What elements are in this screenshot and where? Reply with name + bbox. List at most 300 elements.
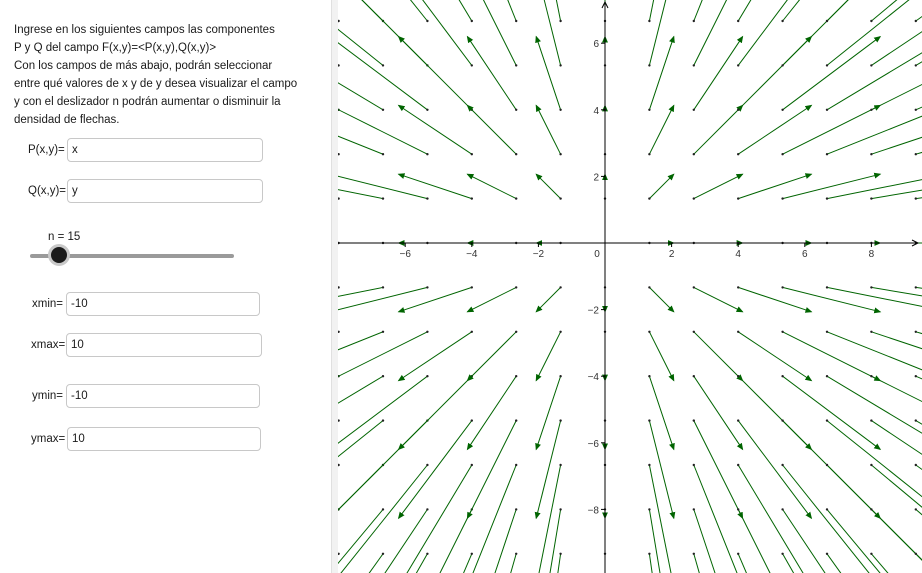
field-arrow (827, 509, 922, 573)
field-arrow (536, 174, 560, 198)
field-arrow (536, 0, 560, 65)
y-tick-label: 6 (593, 39, 599, 51)
field-point (826, 153, 828, 155)
field-arrow (738, 332, 811, 381)
field-point (515, 464, 517, 466)
xmax-input[interactable] (66, 333, 262, 357)
field-arrow (399, 37, 472, 110)
field-point (648, 109, 650, 111)
field-arrow (738, 554, 811, 573)
y-tick-label: 2 (593, 172, 599, 184)
field-point (559, 286, 561, 288)
q-input[interactable] (67, 179, 263, 203)
field-point (648, 197, 650, 199)
field-point (559, 464, 561, 466)
field-arrow (338, 105, 427, 154)
field-arrow (827, 174, 922, 198)
field-arrow (694, 37, 743, 110)
field-arrow (827, 287, 922, 311)
field-point (559, 553, 561, 555)
field-arrow (536, 105, 560, 154)
field-arrow (783, 465, 881, 573)
field-arrow (467, 174, 516, 198)
field-arrow (783, 105, 881, 154)
field-arrow (694, 287, 743, 311)
field-point (648, 331, 650, 333)
field-point (870, 286, 872, 288)
field-arrow (916, 332, 922, 381)
field-point (693, 109, 695, 111)
field-point (915, 20, 917, 22)
field-point (426, 20, 428, 22)
p-input[interactable] (67, 138, 263, 162)
field-point (382, 553, 384, 555)
field-point (515, 331, 517, 333)
instruction-line: Con los campos de más abajo, podrán seleccionar (14, 60, 273, 72)
x-tick-label: 0 (594, 249, 600, 260)
field-arrow (827, 332, 922, 381)
field-point (781, 553, 783, 555)
field-point (515, 553, 517, 555)
field-point (870, 375, 872, 377)
field-point (781, 20, 783, 22)
field-point (426, 153, 428, 155)
field-arrow (871, 421, 922, 519)
field-point (915, 553, 917, 555)
field-arrow (694, 0, 743, 21)
field-point (515, 153, 517, 155)
field-point (826, 64, 828, 66)
field-arrow (338, 509, 427, 573)
field-point (915, 375, 917, 377)
xmax-label: xmax= (31, 339, 66, 351)
field-point (737, 464, 739, 466)
field-arrow (783, 0, 881, 21)
field-arrow (338, 376, 427, 449)
field-arrow (338, 174, 427, 198)
field-point (693, 64, 695, 66)
field-arrow (399, 465, 472, 573)
field-point (870, 553, 872, 555)
field-point (471, 153, 473, 155)
field-point (826, 197, 828, 199)
field-arrow (399, 376, 472, 449)
field-arrow (467, 332, 516, 381)
field-arrow (694, 174, 743, 198)
field-point (471, 20, 473, 22)
field-arrow (783, 332, 881, 381)
field-arrow (536, 332, 560, 381)
field-point (915, 508, 917, 510)
field-arrow (916, 554, 922, 573)
field-point (826, 464, 828, 466)
field-arrow (783, 376, 881, 449)
x-tick-label: 4 (735, 249, 741, 260)
field-point (515, 20, 517, 22)
field-arrow (399, 287, 472, 311)
field-point (737, 153, 739, 155)
field-arrow (649, 0, 673, 65)
control-panel (0, 0, 331, 573)
field-point (426, 331, 428, 333)
field-point (693, 419, 695, 421)
field-point (426, 508, 428, 510)
field-point (338, 286, 340, 288)
field-point (915, 109, 917, 111)
field-arrow (338, 0, 339, 21)
field-point (426, 375, 428, 377)
field-point (382, 508, 384, 510)
field-point (648, 464, 650, 466)
field-point (471, 197, 473, 199)
field-point (471, 464, 473, 466)
field-arrow (827, 376, 922, 449)
field-point (826, 508, 828, 510)
field-point (915, 64, 917, 66)
field-arrow (467, 465, 516, 573)
field-point (781, 375, 783, 377)
field-point (559, 197, 561, 199)
ymin-label: ymin= (32, 390, 63, 402)
field-point (826, 553, 828, 555)
instruction-line: Ingrese en los siguientes campos las componentes (14, 24, 275, 36)
field-point (338, 197, 340, 199)
field-point (737, 64, 739, 66)
field-arrow (399, 421, 472, 519)
field-arrow (916, 37, 922, 110)
field-point (471, 286, 473, 288)
field-point (870, 508, 872, 510)
field-point (693, 197, 695, 199)
field-point (648, 553, 650, 555)
field-arrow (827, 37, 922, 110)
field-arrow (649, 332, 673, 381)
y-tick-label: −8 (587, 505, 599, 517)
field-point (870, 419, 872, 421)
field-arrow (536, 287, 560, 311)
vector-field-graph[interactable] (338, 0, 922, 573)
field-arrow (467, 0, 516, 65)
field-point (915, 464, 917, 466)
field-arrow (338, 37, 427, 110)
field-point (915, 153, 917, 155)
field-arrow (871, 174, 922, 198)
instruction-line: densidad de flechas. (14, 114, 120, 126)
field-point (515, 64, 517, 66)
x-tick-label: −4 (466, 249, 478, 260)
field-point (338, 64, 340, 66)
field-point (471, 419, 473, 421)
y-tick-label: −4 (587, 372, 599, 384)
field-arrow (694, 421, 743, 519)
field-arrow (399, 332, 472, 381)
field-arrow (694, 332, 743, 381)
field-arrow (694, 376, 743, 449)
field-point (338, 419, 340, 421)
field-point (870, 153, 872, 155)
field-point (426, 464, 428, 466)
field-point (559, 419, 561, 421)
field-arrow (399, 0, 472, 21)
field-point (515, 508, 517, 510)
field-arrow (871, 465, 922, 573)
field-point (737, 375, 739, 377)
field-point (648, 153, 650, 155)
field-arrow (738, 174, 811, 198)
field-point (426, 197, 428, 199)
field-arrow (467, 421, 516, 519)
field-arrow (827, 0, 922, 65)
field-point (515, 197, 517, 199)
field-arrow (871, 105, 922, 154)
field-point (870, 197, 872, 199)
field-arrow (649, 287, 673, 311)
field-arrow (916, 0, 922, 21)
slider-label: n = 15 (48, 231, 81, 243)
y-tick-label: 4 (593, 105, 599, 117)
field-arrow (338, 554, 383, 573)
field-arrow (536, 421, 560, 519)
field-point (826, 286, 828, 288)
field-point (781, 64, 783, 66)
field-arrow (338, 0, 427, 21)
field-point (870, 109, 872, 111)
field-arrow (338, 174, 339, 198)
xmin-input[interactable] (66, 292, 260, 316)
field-point (737, 109, 739, 111)
field-arrow (783, 287, 881, 311)
instructions-text (14, 21, 324, 129)
field-point (737, 286, 739, 288)
field-point (781, 464, 783, 466)
field-arrow (649, 37, 673, 110)
field-point (781, 419, 783, 421)
field-point (559, 508, 561, 510)
field-arrow (916, 105, 922, 154)
field-point (471, 553, 473, 555)
field-arrow (871, 332, 922, 381)
field-point (737, 197, 739, 199)
field-arrow (827, 421, 922, 519)
field-arrow (467, 287, 516, 311)
field-point (648, 20, 650, 22)
field-arrow (338, 376, 339, 449)
field-point (382, 197, 384, 199)
field-arrow (738, 0, 811, 21)
x-tick-label: 6 (802, 249, 808, 260)
field-point (693, 375, 695, 377)
field-arrow (338, 465, 427, 573)
field-point (693, 553, 695, 555)
field-arrow (783, 0, 881, 65)
n-slider-handle[interactable] (51, 247, 67, 263)
field-arrow (916, 174, 922, 198)
field-point (338, 20, 340, 22)
field-arrow (338, 0, 383, 21)
field-point (648, 419, 650, 421)
field-point (915, 419, 917, 421)
field-point (737, 553, 739, 555)
field-point (382, 331, 384, 333)
field-point (559, 64, 561, 66)
field-arrow (338, 554, 427, 573)
field-point (781, 153, 783, 155)
field-point (382, 419, 384, 421)
field-point (648, 64, 650, 66)
field-point (559, 109, 561, 111)
x-tick-label: −2 (532, 249, 545, 260)
field-point (515, 375, 517, 377)
field-point (382, 64, 384, 66)
field-arrow (694, 105, 743, 154)
field-arrow (871, 37, 922, 110)
field-arrow (738, 421, 811, 519)
field-point (781, 508, 783, 510)
field-arrow (338, 332, 427, 381)
field-arrow (399, 174, 472, 198)
field-point (338, 153, 340, 155)
field-point (382, 286, 384, 288)
field-point (426, 109, 428, 111)
y-tick-label: −2 (587, 305, 599, 317)
field-arrow (338, 0, 427, 65)
field-point (382, 153, 384, 155)
field-arrow (536, 376, 560, 449)
field-arrow (399, 105, 472, 154)
field-point (693, 464, 695, 466)
field-arrow (536, 465, 560, 573)
field-point (338, 553, 340, 555)
field-arrow (783, 174, 881, 198)
field-arrow (871, 376, 922, 449)
field-point (648, 286, 650, 288)
field-arrow (649, 509, 673, 573)
field-arrow (467, 37, 516, 110)
field-arrow (338, 0, 383, 65)
field-point (781, 109, 783, 111)
field-arrow (649, 174, 673, 198)
field-point (648, 375, 650, 377)
field-point (781, 197, 783, 199)
field-arrow (783, 37, 881, 110)
field-arrow (871, 554, 922, 573)
field-arrow (916, 376, 922, 449)
field-point (870, 20, 872, 22)
field-point (693, 331, 695, 333)
field-point (693, 286, 695, 288)
field-arrow (338, 287, 427, 311)
field-arrow (467, 509, 516, 573)
field-arrow (738, 0, 811, 65)
field-point (826, 419, 828, 421)
field-point (693, 153, 695, 155)
field-arrow (338, 421, 339, 519)
field-point (737, 508, 739, 510)
field-arrow (536, 509, 560, 573)
field-point (826, 109, 828, 111)
field-arrow (467, 0, 516, 21)
field-point (693, 508, 695, 510)
field-point (471, 64, 473, 66)
ymin-input[interactable] (66, 384, 260, 408)
field-point (515, 286, 517, 288)
field-arrow (871, 287, 922, 311)
vector-field-arrows (338, 0, 922, 573)
field-arrow (399, 509, 472, 573)
field-point (559, 20, 561, 22)
field-point (382, 375, 384, 377)
x-tick-label: 8 (868, 249, 875, 260)
field-point (382, 109, 384, 111)
xmin-label: xmin= (32, 298, 63, 310)
p-field-label: P(x,y)= (28, 144, 65, 156)
field-arrow (738, 287, 811, 311)
field-arrow (338, 105, 339, 154)
field-arrow (467, 105, 516, 154)
field-point (338, 331, 340, 333)
field-arrow (738, 465, 811, 573)
field-arrow (338, 37, 339, 110)
field-arrow (399, 554, 472, 573)
field-point (559, 375, 561, 377)
field-point (515, 419, 517, 421)
field-point (426, 286, 428, 288)
field-point (781, 331, 783, 333)
field-arrow (338, 465, 383, 573)
field-arrow (338, 332, 339, 381)
field-arrow (649, 465, 673, 573)
field-arrow (916, 287, 922, 311)
field-point (471, 331, 473, 333)
field-arrow (871, 509, 922, 573)
q-field-label: Q(x,y)= (28, 185, 67, 197)
field-arrow (399, 0, 472, 65)
field-arrow (694, 509, 743, 573)
field-point (559, 153, 561, 155)
field-arrow (827, 105, 922, 154)
ymax-input[interactable] (67, 427, 261, 451)
field-arrow (649, 421, 673, 519)
x-tick-label: 2 (668, 249, 675, 260)
field-point (737, 20, 739, 22)
field-point (915, 286, 917, 288)
x-tick-label: −6 (399, 249, 411, 260)
field-point (781, 286, 783, 288)
field-point (648, 508, 650, 510)
field-arrow (338, 421, 427, 519)
field-arrow (916, 421, 922, 519)
field-point (338, 464, 340, 466)
instruction-line: y con el deslizador n podrán aumentar o disminuir la (14, 96, 281, 108)
ymax-label: ymax= (31, 433, 66, 445)
field-arrow (916, 509, 922, 573)
field-point (826, 331, 828, 333)
y-tick-label: −6 (587, 438, 599, 450)
field-point (693, 20, 695, 22)
field-arrow (738, 509, 811, 573)
panel-divider[interactable] (331, 0, 338, 573)
field-point (515, 109, 517, 111)
field-point (426, 553, 428, 555)
field-arrow (694, 465, 743, 573)
field-arrow (649, 376, 673, 449)
field-arrow (338, 0, 339, 65)
field-point (870, 64, 872, 66)
field-point (870, 464, 872, 466)
field-point (559, 331, 561, 333)
field-point (915, 331, 917, 333)
field-arrow (338, 465, 339, 573)
